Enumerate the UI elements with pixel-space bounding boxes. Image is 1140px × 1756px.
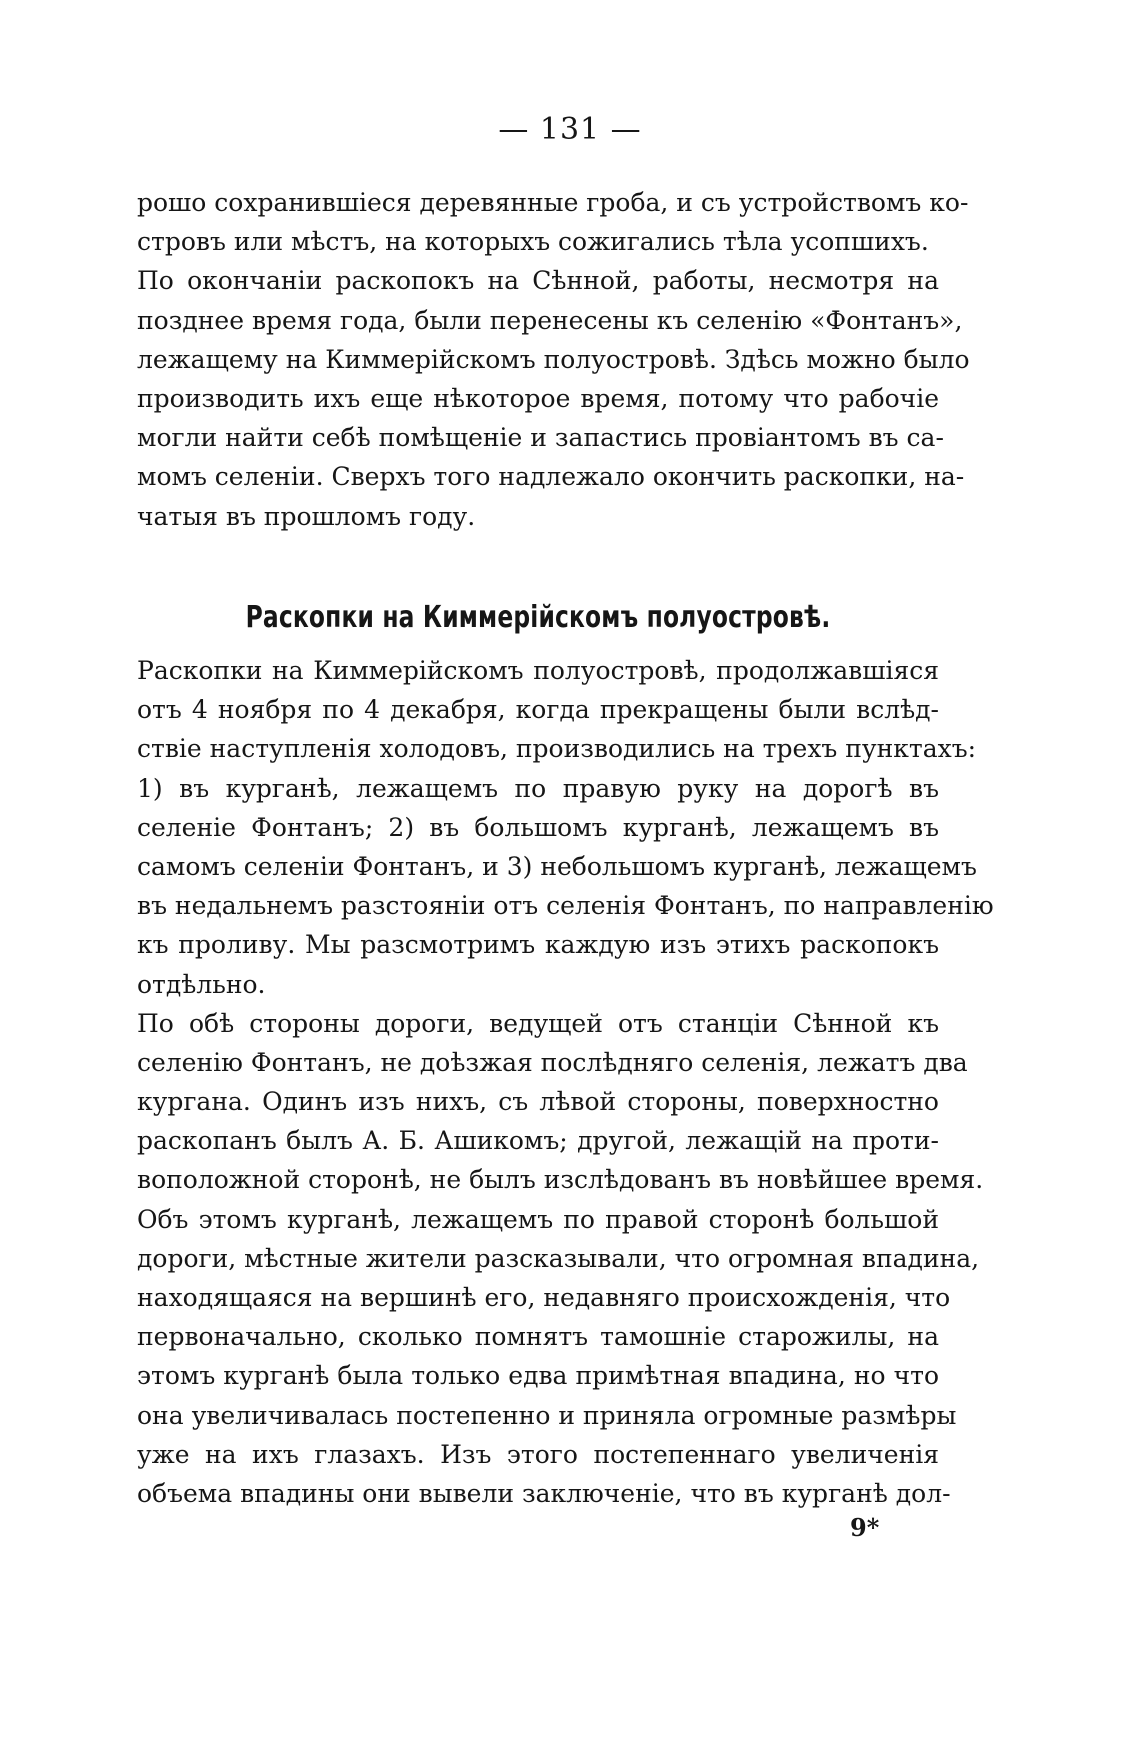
text-line: Раскопки на Киммерійскомъ полуостровѣ, продолжавшіяся [137,656,939,685]
section-main-text [137,651,994,1513]
printer-signature-mark: 9* [850,1513,880,1542]
text-line: самомъ селеніи Фонтанъ, и 3) небольшомъ курганѣ, лежащемъ [137,851,977,881]
text-line: дороги, мѣстные жители разсказывали, что огромная впадина, [137,1243,980,1273]
text-line: По окончаніи раскопокъ на Сѣнной, работы, несмотря на [137,266,939,296]
page-number: — 131 — [498,112,642,147]
text-line: объема впадины они вывели заключеніе, что въ курганѣ дол- [137,1478,951,1508]
text-line: этомъ курганѣ была только едва примѣтная впадина, но что [137,1361,939,1391]
text-line: селеніе Фонтанъ; 2) въ большомъ курганѣ, лежащемъ въ [137,812,939,842]
text-line: позднее время года, были перенесены къ селенію «Фонтанъ», [137,305,963,335]
text-line: отъ 4 ноября по 4 декабря, когда прекращены были вслѣд- [137,695,939,725]
text-line: момъ селеніи. Сверхъ того надлежало окончить раскопки, на- [137,462,965,492]
text-line: Объ этомъ курганѣ, лежащемъ по правой сторонѣ большой [137,1204,939,1234]
text-line: въ недальнемъ разстояніи отъ селенія Фонтанъ, по направленію [137,891,994,921]
text-line: производить ихъ еще нѣкоторое время, потому что рабочіе [137,383,939,413]
text-line: уже на ихъ глазахъ. Изъ этого постепеннаго увеличенія [137,1439,939,1469]
text-line: чатыя въ прошломъ году. [137,501,476,531]
text-line: находящаяся на вершинѣ его, недавняго происхожденія, что [137,1283,951,1312]
text-line: могли найти себѣ помѣщеніе и запастись провіантомъ въ са- [137,423,944,453]
text-line: воположной сторонѣ, не былъ изслѣдованъ въ новѣйшее время. [137,1165,984,1195]
text-line: кургана. Одинъ изъ нихъ, съ лѣвой стороны, поверхностно [137,1087,939,1117]
text-line: раскопанъ былъ А. Б. Ашикомъ; другой, лежащій на проти- [137,1126,939,1156]
text-line: лежащему на Киммерійскомъ полуостровѣ. Здѣсь можно было [137,344,970,374]
section-intro-text [137,183,970,536]
text-line: 1) въ курганѣ, лежащемъ по правую руку на дорогѣ въ [137,773,939,803]
text-line: стровъ или мѣстъ, на которыхъ сожигались тѣла усопшихъ. [137,227,929,257]
text-line: селенію Фонтанъ, не доѣзжая послѣдняго селенія, лежатъ два [137,1047,968,1077]
text-line: къ проливу. Мы разсмотримъ каждую изъ этихъ раскопокъ [137,930,939,960]
text-line: По обѣ стороны дороги, ведущей отъ станціи Сѣнной къ [137,1008,939,1038]
section-heading: Раскопки на Киммерійскомъ полуостровѣ. [245,600,831,635]
text-line: рошо сохранившіеся деревянные гроба, и съ устройствомъ ко- [137,188,969,217]
text-line: отдѣльно. [137,969,266,999]
text-line: ствіе наступленія холодовъ, производились на трехъ пунктахъ: [137,734,977,764]
text-line: первоначально, сколько помнятъ тамошніе старожилы, на [137,1322,939,1352]
text-line: она увеличивалась постепенно и приняла огромные размѣры [137,1400,957,1430]
